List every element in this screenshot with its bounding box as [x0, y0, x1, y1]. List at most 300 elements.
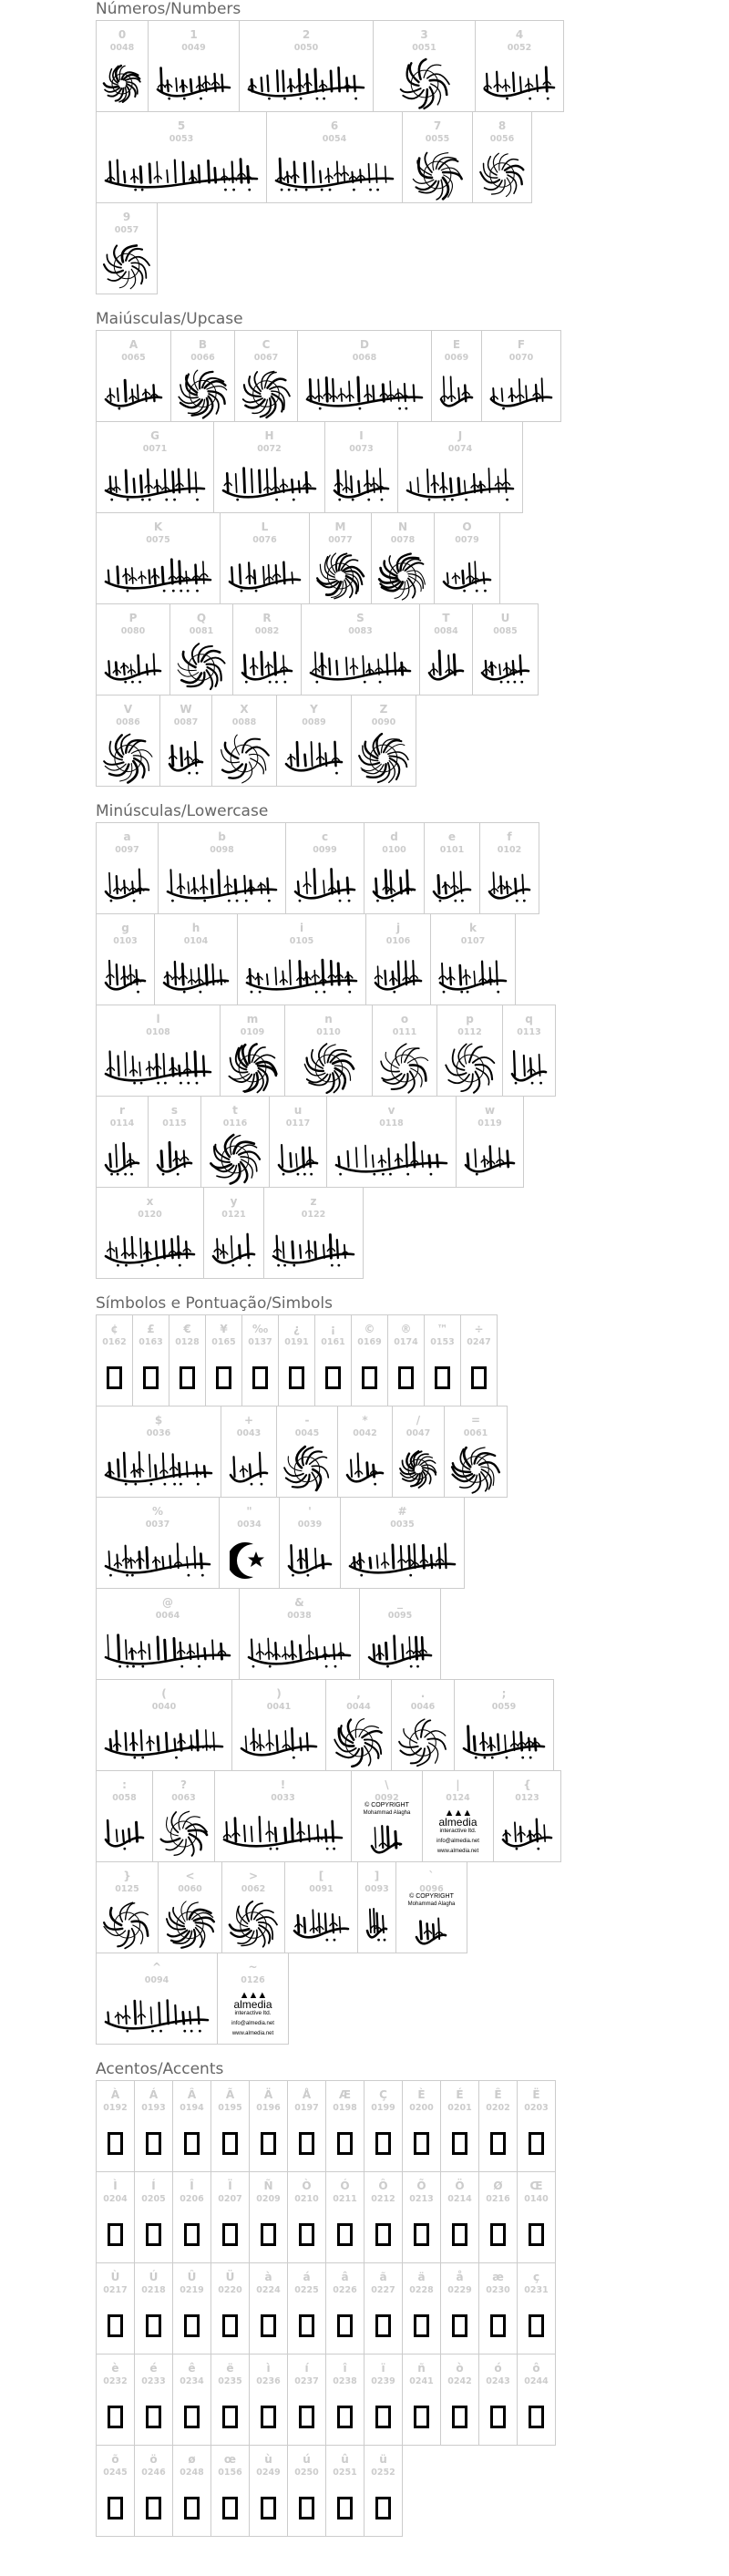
glyph-cell[interactable]: [517, 2171, 556, 2263]
glyph-cell[interactable]: [479, 822, 539, 914]
missing-glyph-box-icon: [107, 1366, 122, 1389]
glyph-cell[interactable]: [154, 913, 238, 1005]
glyph-cell[interactable]: [169, 603, 233, 696]
glyph-cell[interactable]: [96, 1953, 218, 2045]
glyph-cell[interactable]: [297, 330, 432, 422]
glyph-cell[interactable]: [434, 512, 500, 604]
glyph-cell[interactable]: [266, 111, 403, 203]
missing-glyph-box-icon: [299, 2314, 314, 2337]
glyph-cell[interactable]: [430, 913, 516, 1005]
glyph-cell[interactable]: [475, 20, 564, 112]
glyph-preview: [149, 1135, 200, 1183]
glyph-char-label: Î: [190, 2179, 194, 2192]
glyph-char-label: g: [121, 922, 129, 934]
glyph-cell[interactable]: [172, 2262, 211, 2354]
glyph-code-label: 0085: [493, 626, 518, 636]
glyph-cell[interactable]: [325, 2262, 364, 2354]
glyph-cell[interactable]: [211, 695, 277, 787]
glyph-cell[interactable]: [249, 2080, 288, 2172]
glyph-cell[interactable]: [440, 2262, 479, 2354]
glyph-cell[interactable]: [232, 603, 302, 696]
glyph-code-label: 0077: [328, 535, 353, 545]
glyph-code-label: 0087: [173, 717, 199, 727]
calligraphy-glyph-icon: [464, 1139, 516, 1180]
glyph-preview: [97, 643, 169, 691]
glyph-cell[interactable]: [364, 2080, 403, 2172]
glyph-code-label: 0241: [409, 2376, 434, 2386]
glyph-cell[interactable]: [172, 2080, 211, 2172]
glyph-char-label: /: [416, 1414, 421, 1427]
glyph-preview: [277, 1445, 337, 1493]
glyph-cell[interactable]: [239, 1588, 360, 1680]
glyph-char-label: K: [153, 520, 163, 533]
glyph-preview: [160, 734, 211, 782]
glyph-cell[interactable]: [287, 2354, 326, 2446]
glyph-cell[interactable]: [96, 822, 159, 914]
missing-glyph-box-icon: [108, 2223, 123, 2246]
glyph-code-label: 0104: [183, 936, 209, 946]
glyph-cell[interactable]: [279, 1497, 341, 1589]
glyph-char-label: 9: [122, 211, 131, 223]
glyph-cell[interactable]: [364, 822, 425, 914]
glyph-code-label: 0094: [144, 1975, 169, 1985]
calligraphy-glyph-icon: [104, 154, 259, 196]
glyph-preview: [267, 150, 402, 199]
glyph-preview: [326, 2210, 364, 2259]
glyph-cell[interactable]: [96, 1861, 159, 1953]
missing-glyph-box-icon: [222, 2406, 238, 2428]
glyph-cell[interactable]: [239, 20, 374, 112]
glyph-cell[interactable]: [351, 695, 416, 787]
glyph-cell[interactable]: [397, 421, 523, 513]
glyph-cell[interactable]: [96, 330, 171, 422]
glyph-cell[interactable]: [517, 2080, 556, 2172]
glyph-cell[interactable]: [472, 603, 539, 696]
missing-glyph-box-icon: [490, 2223, 506, 2246]
glyph-cell[interactable]: [351, 1314, 388, 1406]
glyph-grid: [96, 822, 572, 1279]
missing-glyph-box-icon: [529, 2314, 544, 2337]
glyph-cell[interactable]: [340, 1497, 465, 1589]
glyph-cell[interactable]: [325, 2445, 364, 2537]
glyph-cell[interactable]: [402, 111, 473, 203]
glyph-code-label: 0056: [489, 134, 515, 144]
glyph-code-label: 0047: [406, 1428, 431, 1438]
glyph-cell[interactable]: [402, 2080, 441, 2172]
glyph-cell[interactable]: [371, 512, 435, 604]
glyph-cell[interactable]: [314, 1314, 352, 1406]
glyph-cell[interactable]: [210, 2171, 250, 2263]
glyph-code-label: 0108: [146, 1027, 170, 1037]
glyph-cell[interactable]: [134, 2080, 173, 2172]
glyph-code-label: 0224: [256, 2285, 281, 2295]
glyph-cell[interactable]: [96, 603, 170, 696]
glyph-char-label: ï: [381, 2362, 385, 2375]
glyph-cell[interactable]: [96, 1497, 220, 1589]
glyph-cell[interactable]: [96, 20, 149, 112]
glyph-char-label: Ã: [225, 2088, 235, 2101]
glyph-cell[interactable]: [287, 2262, 326, 2354]
calligraphy-glyph-icon: [221, 464, 317, 506]
copyright-text: © COPYRIGHT: [364, 1801, 409, 1808]
glyph-preview: [215, 1809, 351, 1858]
glyph-code-label: 0203: [524, 2103, 549, 2113]
glyph-preview: [97, 2210, 134, 2259]
section-title: Acentos/Accents: [96, 2060, 224, 2078]
glyph-cell[interactable]: [158, 822, 286, 914]
glyph-code-label: 0211: [333, 2194, 357, 2204]
glyph-cell[interactable]: [158, 1861, 222, 1953]
glyph-cell[interactable]: [269, 1096, 327, 1188]
glyph-cell[interactable]: [96, 1770, 153, 1862]
calligraphy-glyph-icon: [348, 1540, 457, 1582]
glyph-cell[interactable]: [210, 2445, 250, 2537]
glyph-preview: [327, 1135, 456, 1183]
glyph-cell[interactable]: [96, 512, 221, 604]
glyph-cell[interactable]: [249, 2262, 288, 2354]
glyph-code-label: 0072: [257, 444, 282, 454]
glyph-cell[interactable]: [431, 330, 482, 422]
glyph-cell[interactable]: [517, 2262, 556, 2354]
glyph-preview: [364, 2302, 402, 2350]
section-4: [96, 2060, 729, 2537]
glyph-code-label: 0126: [241, 1975, 265, 1985]
glyph-cell[interactable]: [134, 2445, 173, 2537]
glyph-preview: [338, 1445, 392, 1493]
glyph-cell[interactable]: [372, 1005, 437, 1097]
glyph-code-label: 0046: [410, 1702, 436, 1712]
glyph-code-label: 0093: [364, 1884, 389, 1894]
glyph-cell[interactable]: [263, 1187, 364, 1279]
glyph-cell[interactable]: [478, 2171, 518, 2263]
glyph-cell[interactable]: [203, 1187, 264, 1279]
glyph-cell[interactable]: [481, 330, 561, 422]
glyph-cell[interactable]: [444, 1406, 508, 1498]
glyph-cell[interactable]: [325, 2354, 364, 2446]
missing-glyph-box-icon: [529, 2132, 544, 2155]
glyph-cell[interactable]: [96, 2171, 135, 2263]
glyph-preview: [97, 1445, 221, 1493]
glyph-cell[interactable]: [172, 2171, 211, 2263]
glyph-char-label: n: [324, 1013, 333, 1025]
glyph-cell[interactable]: [210, 2080, 250, 2172]
glyph-cell[interactable]: [373, 20, 476, 112]
glyph-cell[interactable]: [440, 2171, 479, 2263]
glyph-char-label: Ó: [340, 2179, 350, 2192]
glyph-char-label: a: [123, 830, 131, 843]
glyph-cell[interactable]: [324, 421, 398, 513]
glyph-code-label: 0207: [218, 2194, 242, 2204]
glyph-cell[interactable]: [287, 2171, 326, 2263]
glyph-code-label: 0225: [294, 2285, 319, 2295]
calligraphy-glyph-icon: [104, 1139, 140, 1180]
glyph-code-label: 0074: [447, 444, 473, 454]
glyph-char-label: ó: [494, 2362, 502, 2375]
glyph-cell[interactable]: [460, 1314, 498, 1406]
almedia-logo: [436, 1808, 479, 1855]
glyph-cell[interactable]: [96, 421, 214, 513]
glyph-cell[interactable]: [456, 1096, 524, 1188]
glyph-preview: [97, 2302, 134, 2350]
glyph-grid: [96, 330, 572, 787]
glyph-char-label: z: [310, 1195, 317, 1208]
almedia-logo-icon: ▲▲▲: [239, 1990, 267, 2001]
glyph-cell[interactable]: [96, 1096, 149, 1188]
glyph-code-label: 0053: [169, 134, 194, 144]
glyph-cell[interactable]: [440, 2080, 479, 2172]
glyph-cell[interactable]: [96, 1314, 133, 1406]
glyph-cell[interactable]: [478, 2080, 518, 2172]
glyph-cell[interactable]: [478, 2262, 518, 2354]
glyph-preview: [326, 2119, 364, 2168]
glyph-cell[interactable]: [205, 1314, 242, 1406]
glyph-cell[interactable]: [134, 2171, 173, 2263]
glyph-cell[interactable]: [170, 330, 235, 422]
glyph-cell[interactable]: [132, 1314, 169, 1406]
glyph-cell[interactable]: [221, 1861, 285, 1953]
glyph-preview: [482, 369, 560, 417]
glyph-cell[interactable]: [517, 2354, 556, 2446]
glyph-cell[interactable]: [287, 2080, 326, 2172]
glyph-cell[interactable]: [96, 1406, 221, 1498]
glyph-preview: [204, 1226, 263, 1274]
almedia-email: info@almedia.net: [436, 1839, 479, 1844]
glyph-cell[interactable]: [220, 1005, 285, 1097]
glyph-cell[interactable]: [436, 1005, 503, 1097]
glyph-cell[interactable]: [440, 2354, 479, 2446]
glyph-cell[interactable]: [249, 2445, 288, 2537]
glyph-cell[interactable]: [326, 1096, 457, 1188]
glyph-char-label: ;: [501, 1687, 507, 1700]
glyph-preview: [211, 2210, 249, 2259]
calligraphy-glyph-icon: [209, 1133, 262, 1186]
glyph-cell[interactable]: [96, 1679, 232, 1771]
glyph-cell[interactable]: [96, 1005, 221, 1097]
glyph-cell[interactable]: [148, 1096, 201, 1188]
glyph-cell[interactable]: [391, 1679, 455, 1771]
glyph-cell[interactable]: [364, 2262, 403, 2354]
glyph-cell[interactable]: [424, 822, 480, 914]
glyph-cell[interactable]: [422, 1770, 494, 1862]
glyph-code-label: 0058: [112, 1793, 137, 1803]
glyph-preview: [441, 2210, 478, 2259]
glyph-cell[interactable]: [96, 913, 155, 1005]
glyph-code-label: 0118: [379, 1118, 404, 1128]
calligraphy-glyph-icon: [439, 373, 474, 415]
missing-glyph-box-icon: [375, 2314, 391, 2337]
glyph-char-label: F: [517, 338, 526, 351]
missing-glyph-box-icon: [184, 2406, 200, 2428]
glyph-char-label: ™: [436, 1323, 448, 1335]
glyph-cell[interactable]: [402, 2354, 441, 2446]
calligraphy-glyph-icon: [334, 1139, 448, 1180]
glyph-cell[interactable]: [325, 2080, 364, 2172]
missing-glyph-box-icon: [261, 2497, 276, 2519]
glyph-cell[interactable]: [134, 2262, 173, 2354]
glyph-cell[interactable]: [241, 1314, 279, 1406]
glyph-cell[interactable]: [493, 1770, 561, 1862]
glyph-cell[interactable]: [276, 695, 352, 787]
glyph-cell[interactable]: [301, 603, 420, 696]
glyph-cell[interactable]: [402, 2262, 441, 2354]
glyph-preview: [403, 2393, 440, 2441]
glyph-char-label: v: [387, 1104, 395, 1117]
glyph-cell[interactable]: [278, 1314, 315, 1406]
glyph-cell[interactable]: [454, 1679, 554, 1771]
glyph-char-label: õ: [111, 2453, 119, 2466]
glyph-code-label: 0191: [284, 1337, 309, 1347]
glyph-preview: [420, 643, 472, 691]
calligraphy-glyph-icon: [104, 1230, 196, 1272]
glyph-char-label: P: [128, 612, 138, 624]
glyph-cell[interactable]: [285, 822, 364, 914]
glyph-code-label: 0065: [121, 353, 146, 363]
glyph-cell[interactable]: [419, 603, 473, 696]
glyph-preview: [270, 1135, 326, 1183]
glyph-cell[interactable]: [96, 1588, 240, 1680]
glyph-code-label: 0066: [190, 353, 215, 363]
calligraphy-glyph-icon: [284, 737, 344, 779]
glyph-cell[interactable]: [364, 2354, 403, 2446]
glyph-cell[interactable]: [276, 1406, 338, 1498]
glyph-cell[interactable]: [284, 1005, 373, 1097]
glyph-cell[interactable]: [359, 1588, 441, 1680]
glyph-char-label: €: [183, 1323, 191, 1335]
glyph-char-label: q: [525, 1013, 533, 1025]
glyph-cell[interactable]: [210, 2262, 250, 2354]
glyph-char-label: T: [442, 612, 450, 624]
calligraphy-glyph-icon: [305, 373, 424, 415]
glyph-cell[interactable]: [249, 2171, 288, 2263]
glyph-char-label: Ú: [149, 2271, 159, 2283]
glyph-cell[interactable]: [287, 2445, 326, 2537]
missing-glyph-box-icon: [146, 2314, 161, 2337]
glyph-preview: [232, 1718, 325, 1767]
glyph-char-label: ä: [417, 2271, 426, 2283]
missing-glyph-box-icon: [529, 2406, 544, 2428]
missing-glyph-box-icon: [414, 2314, 429, 2337]
glyph-cell[interactable]: [249, 2354, 288, 2446]
glyph-preview: [222, 1901, 284, 1949]
missing-glyph-box-icon: [184, 2314, 200, 2337]
glyph-preview: [240, 1627, 359, 1675]
calligraphy-glyph-icon: [104, 1540, 211, 1582]
calligraphy-glyph-icon: [245, 956, 358, 998]
glyph-cell[interactable]: [502, 1005, 556, 1097]
glyph-cell[interactable]: [472, 111, 532, 203]
glyph-char-label: Ö: [455, 2179, 465, 2192]
glyph-code-label: 0067: [253, 353, 279, 363]
glyph-cell[interactable]: [172, 2445, 211, 2537]
glyph-char-label: E: [452, 338, 461, 351]
glyph-cell[interactable]: [284, 1861, 358, 1953]
glyph-cell[interactable]: [96, 1187, 204, 1279]
glyph-cell[interactable]: [392, 1406, 445, 1498]
glyph-preview: [221, 1445, 276, 1493]
glyph-cell[interactable]: [96, 2262, 135, 2354]
glyph-char-label: V: [123, 703, 133, 716]
glyph-preview: [358, 1901, 395, 1949]
glyph-cell[interactable]: [365, 913, 431, 1005]
glyph-cell[interactable]: [200, 1096, 270, 1188]
glyph-char-label: é: [149, 2362, 158, 2375]
glyph-cell[interactable]: [169, 1314, 206, 1406]
glyph-cell[interactable]: [357, 1861, 396, 1953]
glyph-cell[interactable]: [96, 2080, 135, 2172]
glyph-cell[interactable]: [337, 1406, 393, 1498]
glyph-code-label: 0049: [181, 43, 206, 53]
glyph-cell[interactable]: [237, 913, 366, 1005]
glyph-cell[interactable]: [172, 2354, 211, 2446]
glyph-code-label: 0197: [294, 2103, 319, 2113]
glyph-code-label: 0080: [120, 626, 146, 636]
glyph-cell[interactable]: [96, 2354, 135, 2446]
glyph-preview: [242, 1354, 278, 1402]
glyph-cell[interactable]: [96, 695, 160, 787]
glyph-cell[interactable]: [231, 1679, 326, 1771]
glyph-cell[interactable]: [134, 2354, 173, 2446]
calligraphy-glyph-icon: [104, 865, 150, 907]
glyph-char-label: 4: [515, 28, 524, 41]
glyph-cell[interactable]: [395, 1861, 467, 1953]
glyph-cell[interactable]: [364, 2445, 403, 2537]
glyph-char-label: j: [395, 922, 401, 934]
calligraphy-glyph-icon: [102, 732, 154, 785]
glyph-code-label: 0163: [139, 1337, 163, 1347]
glyph-cell[interactable]: [159, 695, 212, 787]
glyph-char-label: Ò: [302, 2179, 312, 2192]
glyph-cell[interactable]: [210, 2354, 250, 2446]
glyph-preview: [159, 1901, 221, 1949]
glyph-preview: [221, 1044, 284, 1092]
glyph-preview: [135, 2393, 172, 2441]
glyph-cell[interactable]: [96, 111, 267, 203]
glyph-cell[interactable]: [214, 1770, 352, 1862]
glyph-code-label: 0111: [392, 1027, 417, 1037]
glyph-cell[interactable]: [351, 1770, 423, 1862]
glyph-cell[interactable]: [309, 512, 372, 604]
section-2: [96, 802, 729, 1279]
glyph-preview: [425, 861, 479, 910]
glyph-preview: [97, 59, 148, 108]
glyph-preview: [169, 1354, 205, 1402]
glyph-cell[interactable]: [387, 1314, 425, 1406]
glyph-cell[interactable]: [96, 202, 158, 294]
glyph-cell[interactable]: [96, 2445, 135, 2537]
glyph-cell[interactable]: [424, 1314, 461, 1406]
glyph-cell[interactable]: [152, 1770, 215, 1862]
glyph-cell[interactable]: [478, 2354, 518, 2446]
glyph-cell[interactable]: [148, 20, 240, 112]
missing-glyph-box-icon: [471, 1366, 487, 1389]
glyph-preview: [302, 643, 419, 691]
glyph-cell[interactable]: [402, 2171, 441, 2263]
glyph-cell[interactable]: [364, 2171, 403, 2263]
glyph-cell[interactable]: [234, 330, 298, 422]
glyph-cell[interactable]: [221, 1406, 277, 1498]
glyph-char-label: ]: [374, 1870, 380, 1882]
glyph-cell[interactable]: [325, 1679, 392, 1771]
glyph-cell[interactable]: [220, 512, 310, 604]
glyph-cell[interactable]: [219, 1497, 280, 1589]
glyph-char-label: k: [469, 922, 477, 934]
glyph-preview: [441, 2393, 478, 2441]
glyph-cell[interactable]: [217, 1953, 289, 2045]
glyph-cell[interactable]: [213, 421, 325, 513]
glyph-preview: [235, 369, 297, 417]
glyph-cell[interactable]: [325, 2171, 364, 2263]
glyph-preview: [135, 2210, 172, 2259]
